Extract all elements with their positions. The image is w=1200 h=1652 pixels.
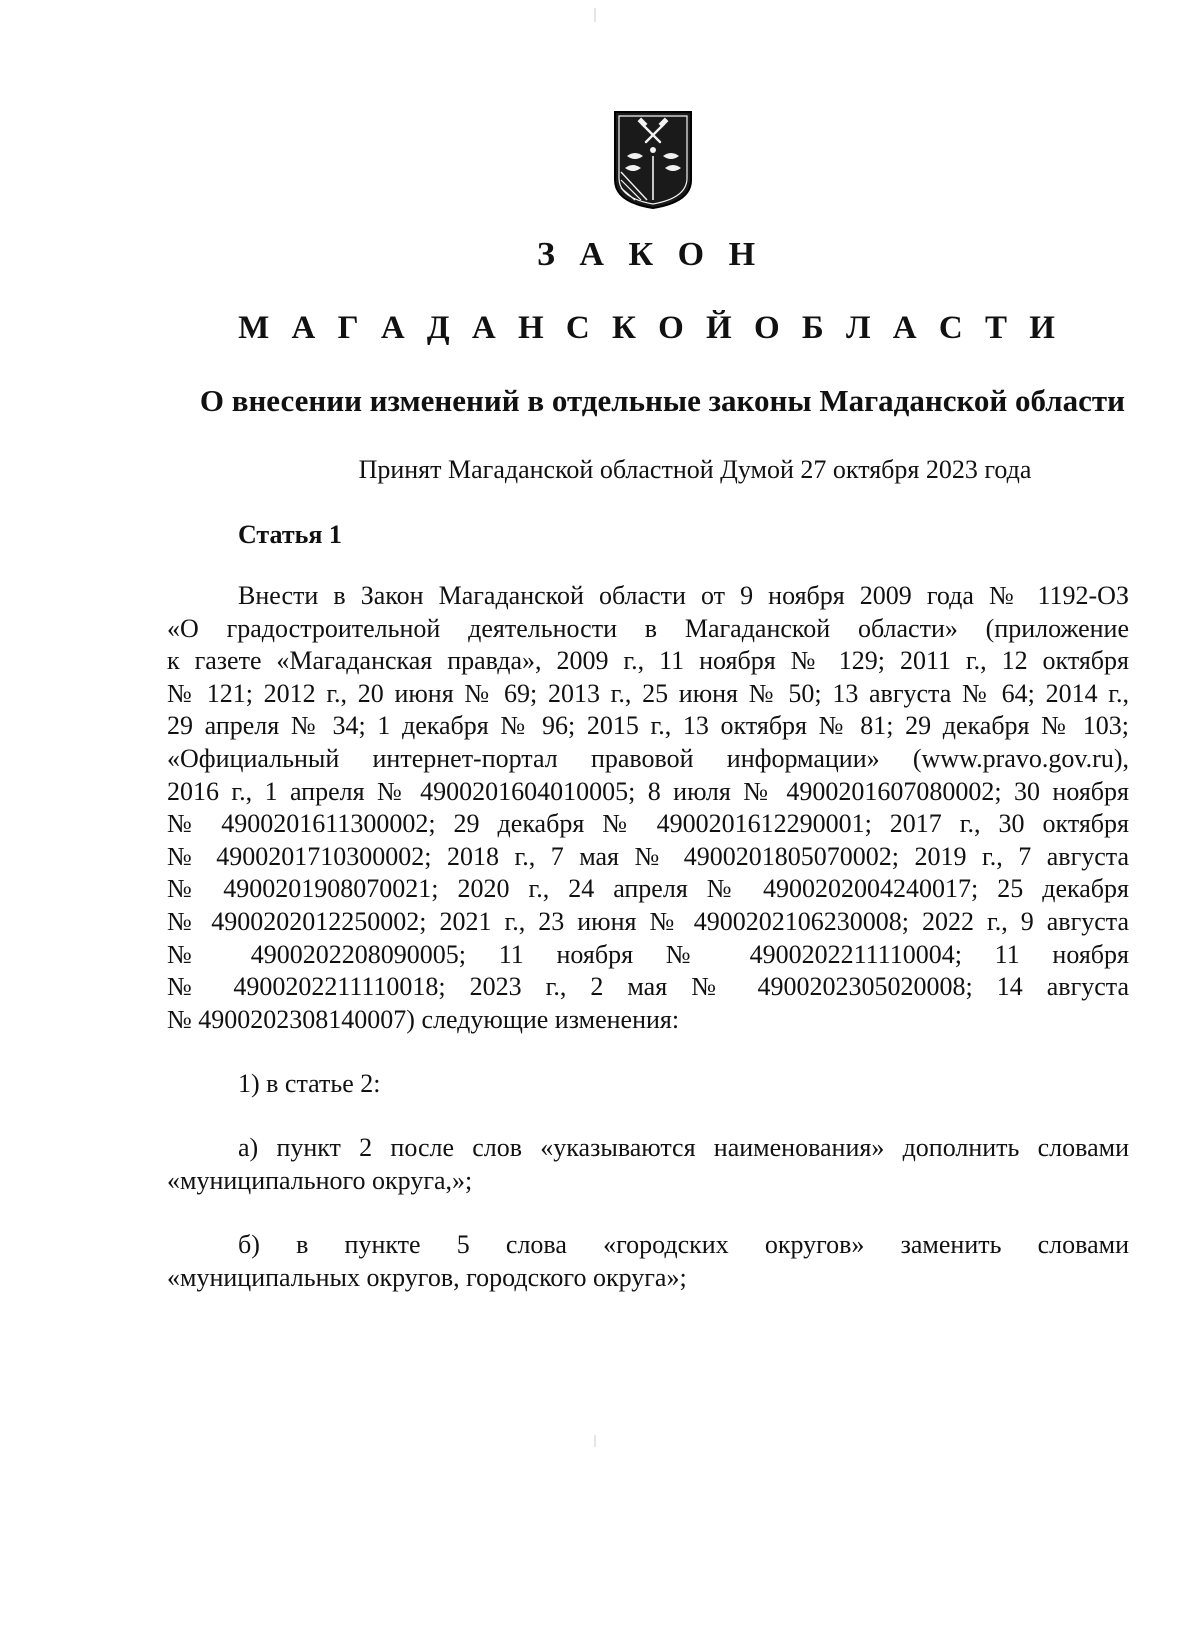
paragraph-line: «Официальный интернет-портал правовой информации» (www.pravo.gov.ru), [167, 743, 1129, 773]
item-b-paragraph [167, 1229, 1129, 1294]
item-1: 1) в статье 2: [238, 1069, 381, 1098]
paragraph-line: к газете «Магаданская правда», 2009 г., 11 ноября № 129; 2011 г., 12 октября [167, 646, 1129, 676]
scan-mark [594, 1435, 596, 1447]
paragraph-line: № 4900202012250002; 2021 г., 23 июня № 4900202106230008; 2022 г., 9 августа [167, 906, 1129, 936]
region-heading: М А Г А Д А Н С К О Й О Б Л А С Т И [238, 310, 1062, 346]
magadan-coat-of-arms-icon [613, 110, 693, 210]
adoption-line: Принят Магаданской областной Думой 27 октября 2023 года [358, 455, 1032, 484]
paragraph-line: «О градостроительной деятельности в Магаданской области» (приложение [167, 613, 1129, 643]
paragraph-line: Внести в Закон Магаданской области от 9 ноября 2009 года № 1192-ОЗ [238, 581, 1129, 610]
paragraph-line: а) пункт 2 после слов «указываются наименования» дополнить словами [238, 1133, 1129, 1162]
paragraph-line: 29 апреля № 34; 1 декабря № 96; 2015 г., 13 октября № 81; 29 декабря № 103; [167, 711, 1129, 741]
item-a-paragraph [167, 1132, 1129, 1197]
paragraph-line: 2016 г., 1 апреля № 4900201604010005; 8 июля № 4900201607080002; 30 ноября [167, 776, 1129, 806]
paragraph-line: № 4900201710300002; 2018 г., 7 мая № 4900201805070002; 2019 г., 7 августа [167, 841, 1129, 871]
law-heading: З А К О Н [536, 236, 764, 273]
paragraph-line: № 4900202308140007) следующие изменения: [167, 1004, 680, 1034]
paragraph-line: б) в пункте 5 слова «городских округов» заменить словами [238, 1230, 1129, 1259]
paragraph-line: № 4900201908070021; 2020 г., 24 апреля № 4900202004240017; 25 декабря [167, 874, 1129, 904]
scan-mark [594, 8, 596, 22]
paragraph-line: «муниципальных округов, городского округа»; [167, 1262, 687, 1292]
paragraph-line: № 4900202211110018; 2023 г., 2 мая № 4900202305020008; 14 августа [167, 972, 1129, 1002]
article-1-paragraph [167, 580, 1129, 1036]
paragraph-line: № 121; 2012 г., 20 июня № 69; 2013 г., 25 июня № 50; 13 августа № 64; 2014 г., [167, 678, 1129, 708]
law-title: О внесении изменений в отдельные законы Магаданской области [199, 383, 1125, 418]
paragraph-line: «муниципального округа,»; [167, 1165, 473, 1195]
paragraph-line: № 4900202208090005; 11 ноября № 4900202211110004; 11 ноября [167, 939, 1129, 969]
article-heading: Статья 1 [238, 520, 342, 549]
paragraph-line: № 4900201611300002; 29 декабря № 4900201612290001; 2017 г., 30 октября [167, 809, 1129, 839]
